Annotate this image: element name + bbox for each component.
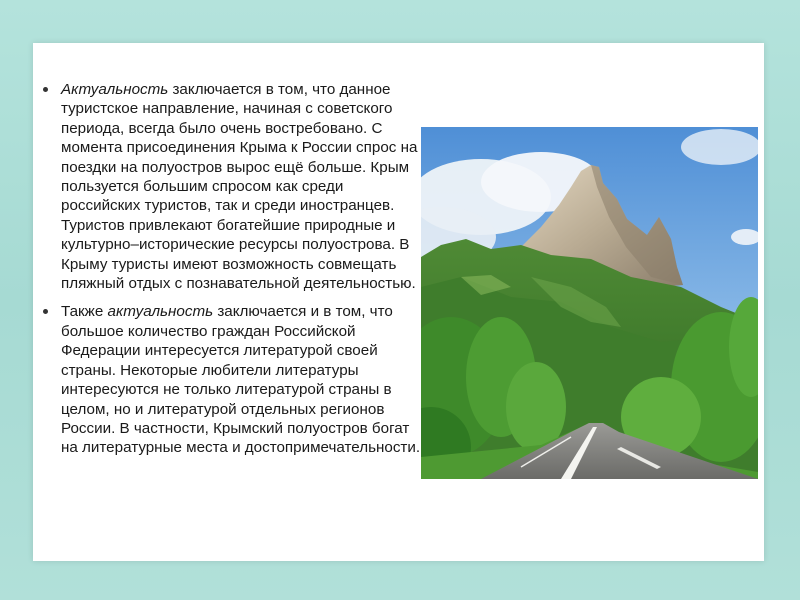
mountain-landscape-photo	[421, 127, 758, 479]
paragraph-lead-text: Также	[61, 303, 108, 321]
slide	[33, 43, 764, 561]
paragraph-text: заключается в том, что данное туристское направление, начиная с советского периода, всегда было очень востребовано. С момента присоединения Крыма к России спрос на поездки на полуостров вырос ещё больше. Крым пользуется большим спросом как среди российских туристов, так и среди иностранцев. Туристов привлекают богатейшие природные и культурно–исторические ресурсы полуострова. В Крыму туристы имеют возможность совмещать пляжный отдых с познавательной деятельностью.	[61, 81, 418, 293]
bullet-dot-icon	[43, 87, 48, 92]
bullet-paragraph-2	[43, 302, 423, 457]
photo-illustration	[421, 127, 758, 479]
bullet-paragraph-1	[43, 80, 423, 293]
paragraph-text: заключается и в том, что большое количество граждан Российской Федерации интересуется литературой своей страны. Некоторые любители литературы интересуются не только литературой страны в целом, но и литературой отдельных регионов России. В частности, Крымский полуостров богат на литературные места и достопримечательности.	[61, 303, 421, 457]
text-column	[43, 80, 423, 467]
emphasis-text: Актуальность	[61, 81, 169, 98]
bullet-dot-icon	[43, 309, 48, 314]
emphasis-text: актуальность	[107, 303, 214, 321]
